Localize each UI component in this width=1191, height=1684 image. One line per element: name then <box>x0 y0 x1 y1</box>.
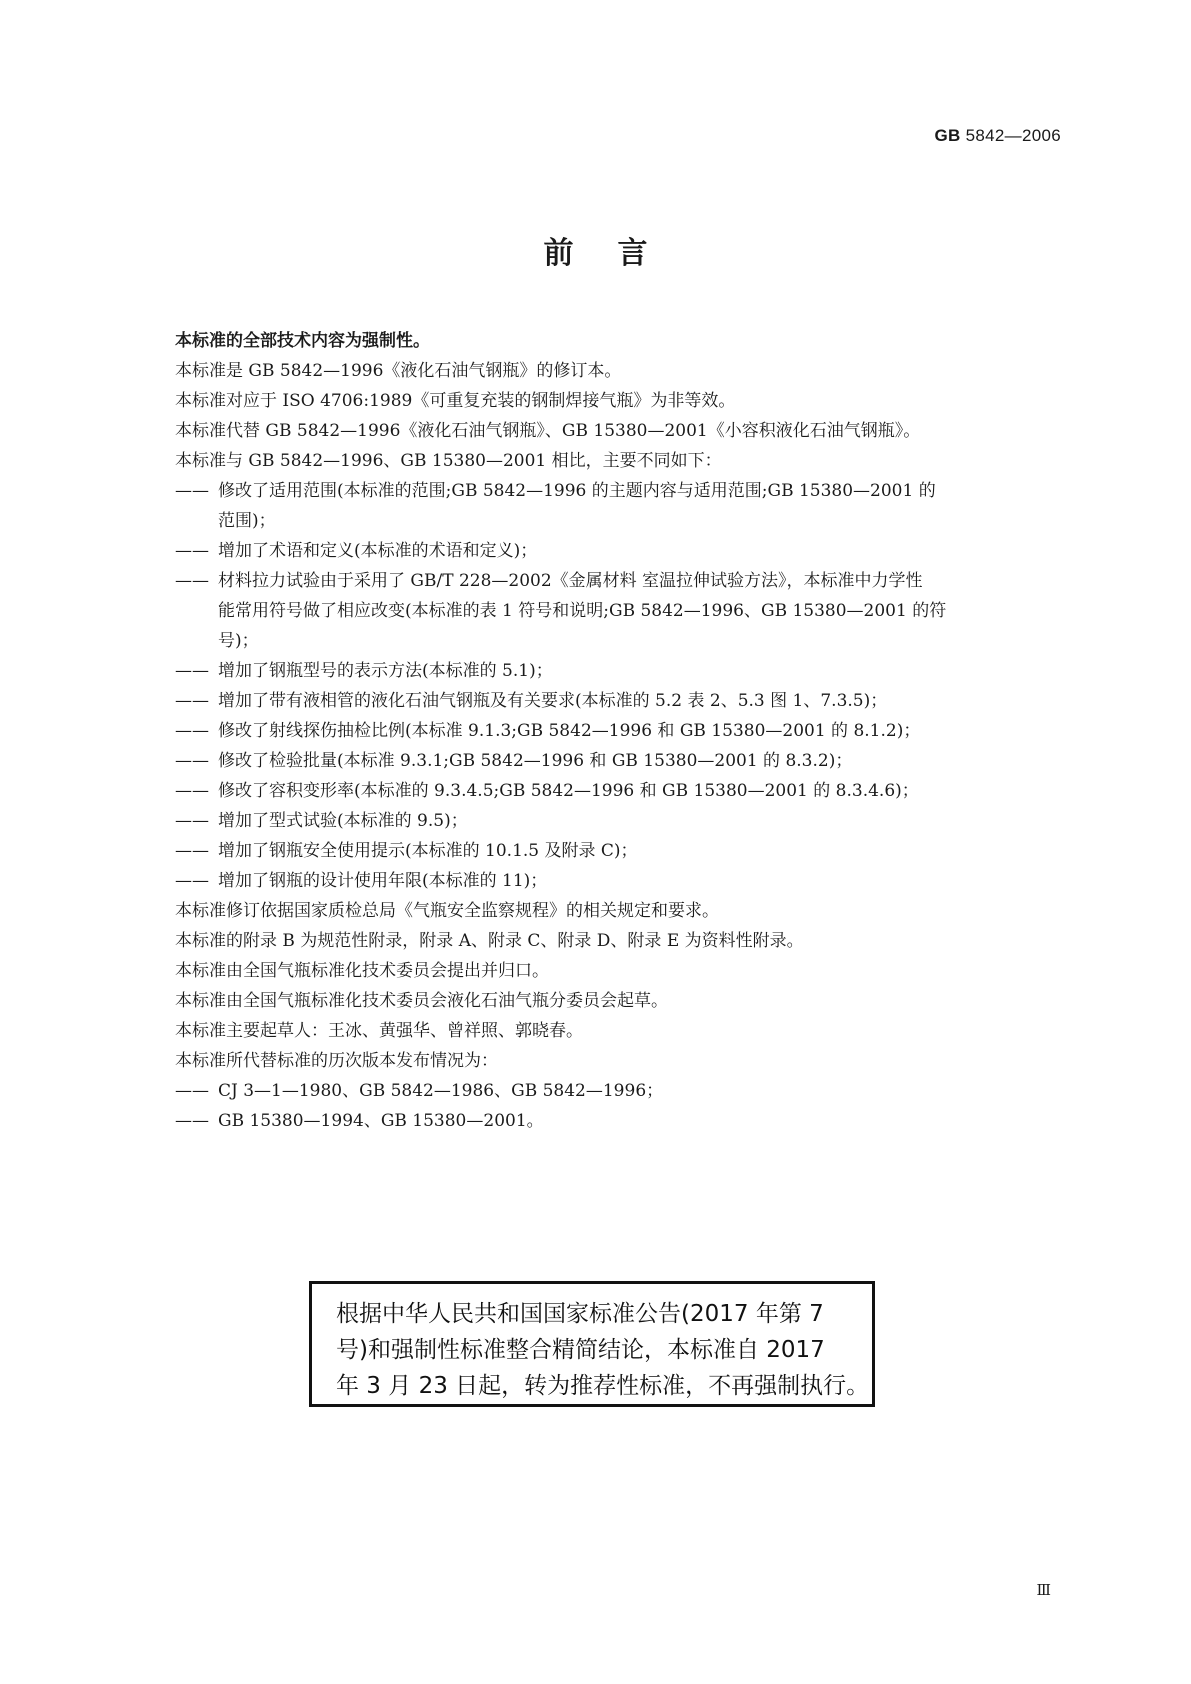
dash-marker: —— <box>175 1111 209 1131</box>
paragraph: 本标准的附录 B 为规范性附录，附录 A、附录 C、附录 D、附录 E 为资料性附录。 <box>175 931 804 951</box>
change-item <box>175 716 1055 746</box>
change-text: 材料拉力试验由于采用了 GB/T 228—2002《金属材料 室温拉伸试验方法》，本标准中力学性 <box>218 571 923 591</box>
change-item <box>175 746 1055 776</box>
notice-line: 根据中华人民共和国国家标准公告(2017 年第 7 <box>336 1301 824 1327</box>
dash-marker: —— <box>175 541 209 561</box>
paragraph: 本标准由全国气瓶标准化技术委员会提出并归口。 <box>175 961 549 981</box>
standard-number <box>935 126 1061 146</box>
change-item <box>175 806 1055 836</box>
dash-marker: —— <box>175 841 209 861</box>
change-text: 增加了型式试验(本标准的 9.5)； <box>218 811 468 831</box>
dash-marker: —— <box>175 661 209 681</box>
change-text: 增加了钢瓶的设计使用年限(本标准的 11)； <box>218 871 548 891</box>
page-number: Ⅲ <box>1036 1581 1051 1599</box>
change-text: 增加了带有液相管的液化石油气钢瓶及有关要求(本标准的 5.2 表 2、5.3 图 1、7.3.5)； <box>218 691 888 711</box>
paragraph: 本标准主要起草人：王冰、黄强华、曾祥照、郭晓春。 <box>175 1021 583 1041</box>
dash-marker: —— <box>175 871 209 891</box>
standard-number-code: 5842—2006 <box>960 126 1061 145</box>
change-text: 修改了检验批量(本标准 9.3.1;GB 5842—1996 和 GB 15380—2001 的 8.3.2)； <box>218 751 853 771</box>
change-item <box>175 656 1055 686</box>
paragraph: 本标准代替 GB 5842—1996《液化石油气钢瓶》、GB 15380—2001《小容积液化石油气钢瓶》。 <box>175 421 921 441</box>
paragraph: 本标准对应于 ISO 4706:1989《可重复充装的钢制焊接气瓶》为非等效。 <box>175 391 736 411</box>
change-item <box>175 476 1055 536</box>
change-text: 修改了射线探伤抽检比例(本标准 9.1.3;GB 5842—1996 和 GB 15380—2001 的 8.1.2)； <box>218 721 921 741</box>
notice-line: 号)和强制性标准整合精简结论，本标准自 2017 <box>336 1337 825 1363</box>
notice-box <box>309 1281 875 1407</box>
standard-number-prefix: GB <box>934 126 961 145</box>
history-text: CJ 3—1—1980、GB 5842—1986、GB 5842—1996； <box>218 1081 664 1101</box>
paragraph: 本标准修订依据国家质检总局《气瓶安全监察规程》的相关规定和要求。 <box>175 901 719 921</box>
history-item <box>175 1076 1055 1106</box>
change-text-continued: 号)； <box>218 631 259 651</box>
change-item <box>175 866 1055 896</box>
change-item <box>175 776 1055 806</box>
paragraph: 本标准由全国气瓶标准化技术委员会液化石油气瓶分委员会起草。 <box>175 991 668 1011</box>
change-item <box>175 836 1055 866</box>
dash-marker: —— <box>175 751 209 771</box>
paragraph: 本标准所代替标准的历次版本发布情况为： <box>175 1051 498 1071</box>
change-item <box>175 686 1055 716</box>
paragraph: 本标准是 GB 5842—1996《液化石油气钢瓶》的修订本。 <box>175 361 622 381</box>
change-text: 增加了钢瓶型号的表示方法(本标准的 5.1)； <box>218 661 553 681</box>
dash-marker: —— <box>175 1081 209 1101</box>
change-text: 修改了适用范围(本标准的范围;GB 5842—1996 的主题内容与适用范围;GB 15380—2001 的 <box>218 481 936 501</box>
change-text: 增加了钢瓶安全使用提示(本标准的 10.1.5 及附录 C)； <box>218 841 638 861</box>
notice-line: 年 3 月 23 日起，转为推荐性标准，不再强制执行。 <box>336 1373 870 1399</box>
dash-marker: —— <box>175 571 209 591</box>
history-text: GB 15380—1994、GB 15380—2001。 <box>218 1111 544 1131</box>
mandatory-statement: 本标准的全部技术内容为强制性。 <box>175 331 430 351</box>
history-item <box>175 1106 1055 1136</box>
change-text-continued: 范围)； <box>218 511 276 531</box>
change-text: 修改了容积变形率(本标准的 9.3.4.5;GB 5842—1996 和 GB 15380—2001 的 8.3.4.6)； <box>218 781 919 801</box>
change-text-continued: 能常用符号做了相应改变(本标准的表 1 符号和说明;GB 5842—1996、GB 15380—2001 的符 <box>218 601 947 621</box>
paragraph: 本标准与 GB 5842—1996、GB 15380—2001 相比，主要不同如下： <box>175 451 722 471</box>
dash-marker: —— <box>175 481 209 501</box>
change-item <box>175 566 1055 656</box>
dash-marker: —— <box>175 811 209 831</box>
dash-marker: —— <box>175 781 209 801</box>
foreword-body <box>175 326 1055 1136</box>
dash-marker: —— <box>175 721 209 741</box>
page-title: 前言 <box>543 236 692 271</box>
change-text: 增加了术语和定义(本标准的术语和定义)； <box>218 541 538 561</box>
change-item <box>175 536 1055 566</box>
dash-marker: —— <box>175 691 209 711</box>
